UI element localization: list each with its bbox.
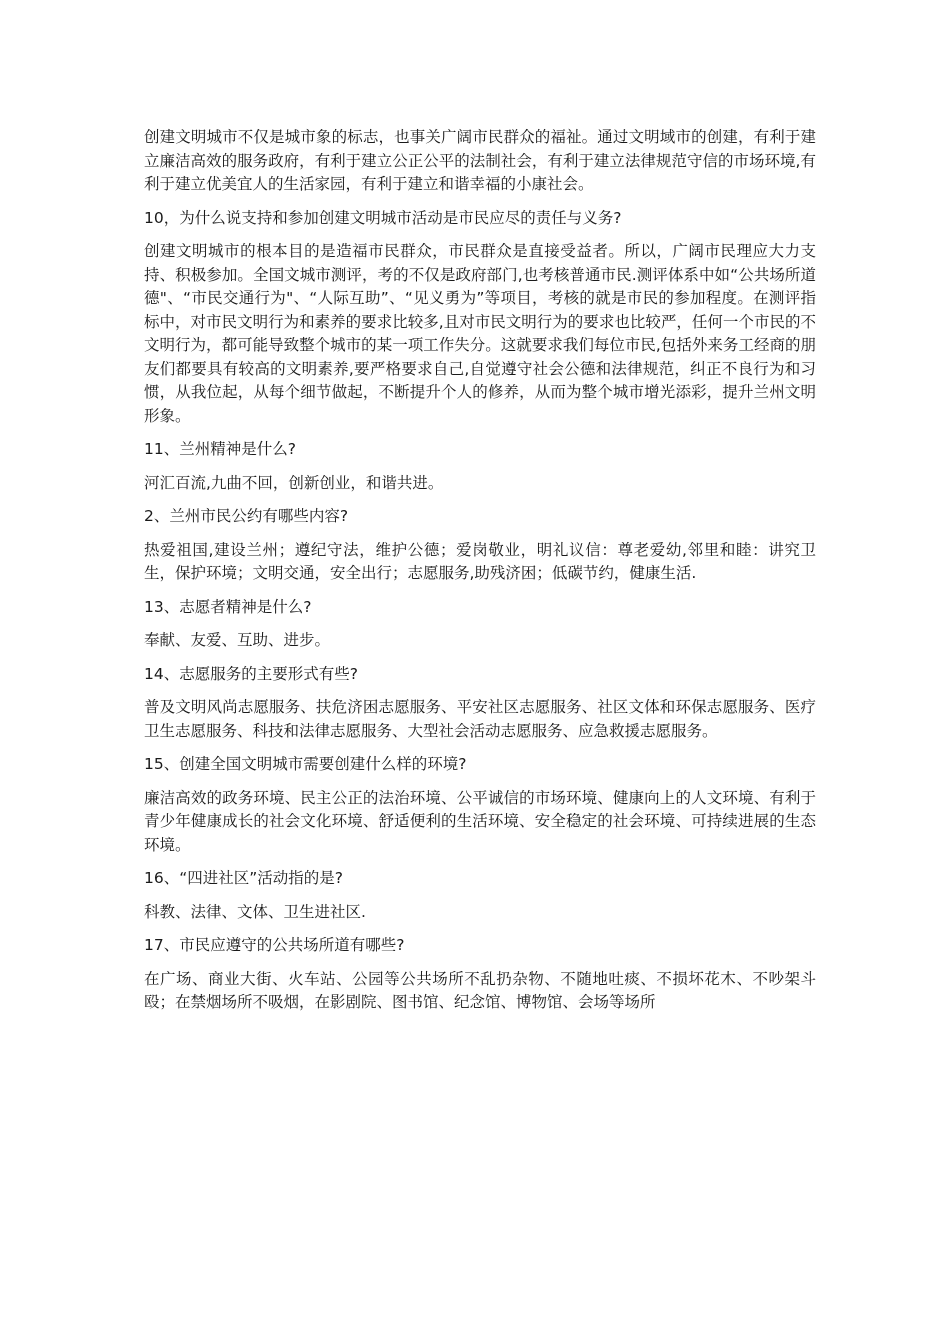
answer-13: 奉献、友爱、互助、进步。 — [144, 631, 331, 649]
question-12: 2、兰州市民公约有哪些内容? — [144, 507, 349, 525]
answer-17: 在广场、商业大街、火车站、公园等公共场所不乱扔杂物、不随地吐痰、不损坏花木、不吵架斗殴；在禁烟场所不吸烟，在影剧院、图书馆、纪念馆、博物馆、会场等场所 — [144, 969, 816, 1011]
answer-10: 创建文明城市的根本目的是造福市民群众，市民群众是直接受益者。所以，广阔市民理应大力支持、积极参加。全国文城市测评，考的不仅是政府部门,也考核普通市民.测评体系中如“公共场所道德"、“市民交通行为"、“人际互助”、“见义勇为”等项目，考核的就是市民的参加程度。在测评指标中，对市民文明行为和素养的要求比较多,且对市民文明行为的要求也比较严，任何一个市民的不文明行为，都可能导致整个城市的某一项工作失分。这就要求我们每位市民,包括外来务工经商的朋友们都要具有较高的文明素养,要严格要求自己,自觉遵守社会公德和法律规范，纠正不良行为和习惯，从我位起，从每个细节做起，不断提升个人的修养，从而为整个城市增光添彩，提升兰州文明形象。 — [144, 242, 816, 425]
question-13: 13、志愿者精神是什么? — [144, 597, 312, 616]
document-body — [144, 126, 816, 1025]
question-15: 15、创建全国文明城市需要创建什么样的环境? — [144, 755, 467, 773]
question-16: 16、“四进社区”活动指的是? — [144, 869, 344, 887]
answer-15: 廉洁高效的政务环境、民主公正的法治环境、公平诚信的市场环境、健康向上的人文环境、有利于青少年健康成长的社会文化环境、舒适便利的生活环境、安全稳定的社会环境、可持续进展的生态环境。 — [144, 788, 816, 854]
answer-16: 科教、法律、文体、卫生进社区. — [144, 902, 366, 921]
question-14: 14、志愿服务的主要形式有些? — [144, 664, 358, 683]
question-17: 17、市民应遵守的公共场所道有哪些? — [144, 936, 405, 954]
answer-12: 热爱祖国,建设兰州；遵纪守法，维护公德；爱岗敬业，明礼议信：尊老爱幼,邻里和睦：讲究卫生，保护环境；文明交通，安全出行；志愿服务,助残济困；低碳节约，健康生活. — [144, 540, 816, 582]
paragraph-civilized-city-benefits: 创建文明城市不仅是城市象的标志，也事关广阔市民群众的福祉。通过文明域市的创建，有利于建立廉洁高效的服务政府，有利于建立公正公平的法制社会，有利于建立法律规范守信的市场环境,有利于建立优美宜人的生活家园，有利于建立和谐幸福的小康社会。 — [144, 128, 816, 193]
question-11: 11、兰州精神是什么? — [144, 440, 296, 458]
answer-11: 河汇百流,九曲不回，创新创业，和谐共进。 — [144, 473, 444, 492]
answer-14: 普及文明风尚志愿服务、扶危济困志愿服务、平安社区志愿服务、社区文体和环保志愿服务、医疗卫生志愿服务、科技和法律志愿服务、大型社会活动志愿服务、应急救援志愿服务。 — [144, 698, 816, 740]
question-10: 10，为什么说支持和参加创建文明城市活动是市民应尽的责任与义务? — [144, 208, 622, 227]
